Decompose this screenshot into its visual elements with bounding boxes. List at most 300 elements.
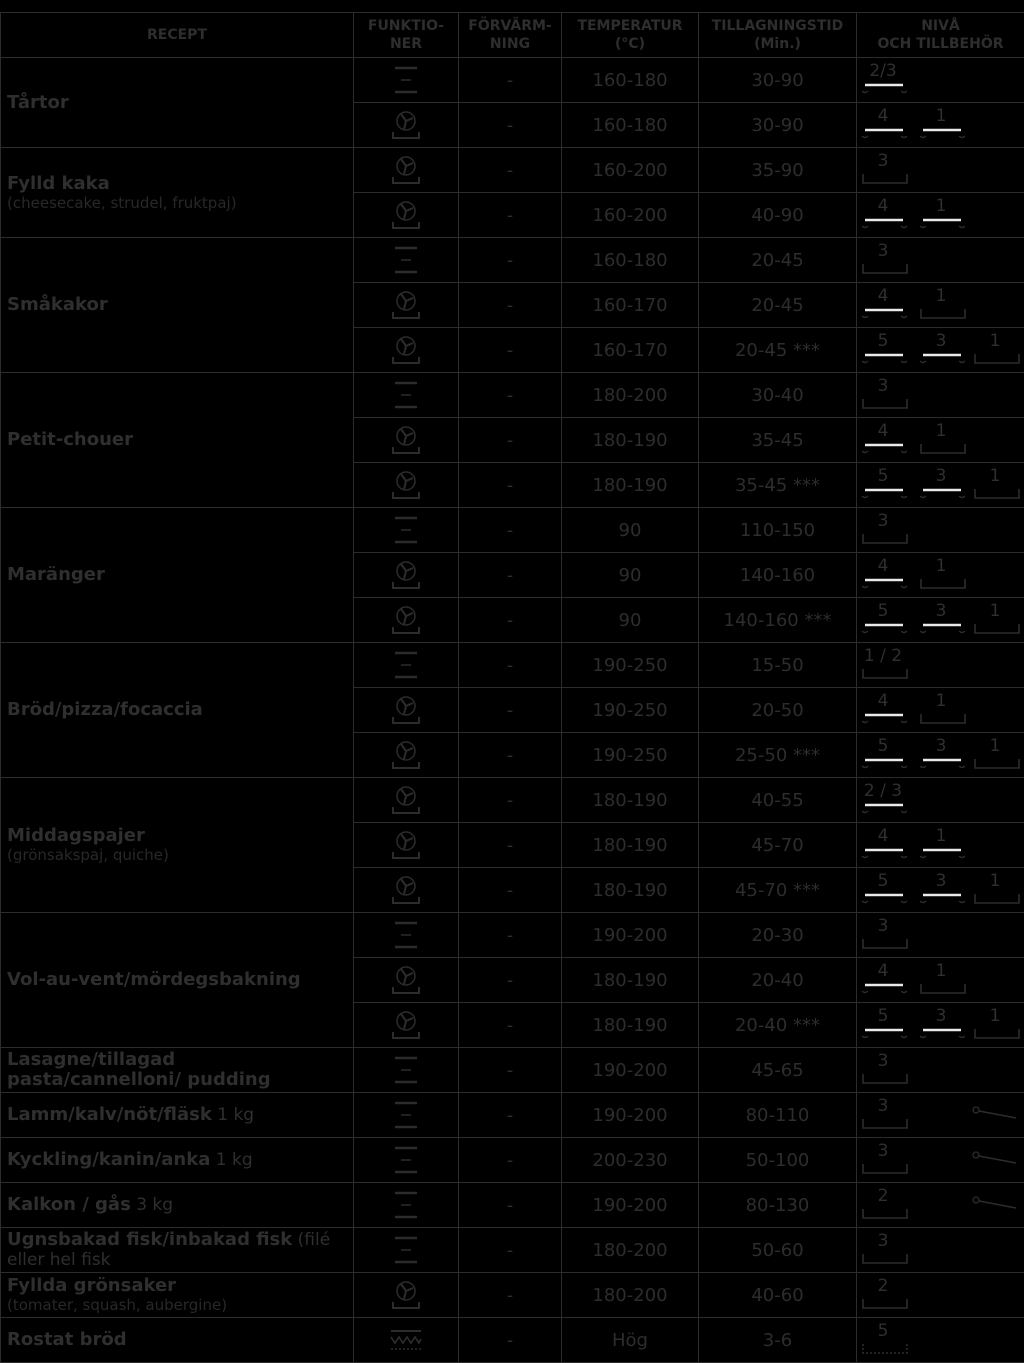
cooking-table <box>0 12 1024 1363</box>
recipe-name: Tårtor <box>7 93 353 113</box>
level-cell <box>857 553 1024 598</box>
level-cell <box>857 373 1024 418</box>
level-cell <box>857 733 1024 778</box>
level-number: 1 <box>919 422 963 440</box>
level-cell <box>857 688 1024 733</box>
level-number: 1 / 2 <box>861 647 905 665</box>
header-recipe: RECEPT <box>1 13 354 58</box>
preheat-cell: - <box>459 58 562 103</box>
recipe-cell <box>1 1183 354 1228</box>
time-cell: 35-45 <box>699 418 857 463</box>
temperature-cell: 180-190 <box>562 463 699 508</box>
level-cell <box>857 418 1024 463</box>
level-number: 5 <box>861 737 905 755</box>
temperature-cell: 190-250 <box>562 688 699 733</box>
table-row <box>1 1183 1024 1228</box>
level-number: 3 <box>919 737 963 755</box>
shelf-level <box>861 242 911 278</box>
table-row <box>1 1273 1024 1318</box>
recipe-name: Lamm/kalv/nöt/fläsk 1 kg <box>7 1105 353 1125</box>
recipe-cell <box>1 1273 354 1318</box>
function-cell <box>354 148 459 193</box>
shelf-level <box>861 152 911 188</box>
recipe-name: Rostat bröd <box>7 1330 353 1350</box>
level-cell <box>857 1093 1024 1138</box>
table-row <box>1 508 1024 553</box>
function-cell <box>354 1003 459 1048</box>
temperature-cell: 180-190 <box>562 418 699 463</box>
time-cell: 140-160 *** <box>699 598 857 643</box>
shelf-level <box>919 602 969 638</box>
shelf-level <box>861 377 911 413</box>
level-cell <box>857 1003 1024 1048</box>
preheat-cell: - <box>459 823 562 868</box>
preheat-cell: - <box>459 868 562 913</box>
shelf-level <box>919 107 969 143</box>
level-cell <box>857 643 1024 688</box>
function-cell <box>354 823 459 868</box>
level-number: 1 <box>919 197 963 215</box>
static-icon <box>354 1235 458 1265</box>
time-cell: 40-60 <box>699 1273 857 1318</box>
recipe-cell <box>1 373 354 508</box>
level-number: 5 <box>861 332 905 350</box>
recipe-cell <box>1 1228 354 1273</box>
time-cell: 35-45 *** <box>699 463 857 508</box>
shelf-level <box>973 467 1023 503</box>
function-cell <box>354 463 459 508</box>
fan-icon <box>354 468 458 502</box>
time-cell: 45-70 <box>699 823 857 868</box>
preheat-cell: - <box>459 598 562 643</box>
shelf-level <box>919 827 969 863</box>
temperature-cell: 190-200 <box>562 913 699 958</box>
preheat-cell: - <box>459 913 562 958</box>
temperature-cell: 160-200 <box>562 193 699 238</box>
preheat-cell: - <box>459 418 562 463</box>
time-cell: 35-90 <box>699 148 857 193</box>
static-icon <box>354 650 458 680</box>
temperature-cell: 160-200 <box>562 148 699 193</box>
recipe-subtitle: (grönsakspaj, quiche) <box>7 846 353 864</box>
level-number: 3 <box>861 152 905 170</box>
probe-icon <box>972 1150 1018 1169</box>
level-cell <box>857 193 1024 238</box>
temperature-cell: 180-200 <box>562 1273 699 1318</box>
function-cell <box>354 1093 459 1138</box>
shelf-level <box>919 287 969 323</box>
shelf-level <box>861 332 911 368</box>
static-icon <box>354 1190 458 1220</box>
time-cell: 25-50 *** <box>699 733 857 778</box>
fan-icon <box>354 873 458 907</box>
level-number: 3 <box>919 872 963 890</box>
table-row <box>1 1318 1024 1363</box>
shelf-level <box>973 602 1023 638</box>
level-cell <box>857 328 1024 373</box>
time-cell: 20-50 <box>699 688 857 733</box>
temperature-cell: 180-200 <box>562 1228 699 1273</box>
level-number: 1 <box>919 692 963 710</box>
shelf-level <box>919 467 969 503</box>
function-cell <box>354 913 459 958</box>
temperature-cell: 180-190 <box>562 958 699 1003</box>
level-number: 5 <box>861 602 905 620</box>
time-cell: 80-130 <box>699 1183 857 1228</box>
static-icon <box>354 1055 458 1085</box>
fan-icon <box>354 198 458 232</box>
shelf-level <box>919 332 969 368</box>
shelf-level <box>861 872 911 908</box>
level-number: 4 <box>861 107 905 125</box>
static-icon <box>354 380 458 410</box>
shelf-level <box>919 692 969 728</box>
preheat-cell: - <box>459 1318 562 1363</box>
fan-icon <box>354 693 458 727</box>
temperature-cell: Hög <box>562 1318 699 1363</box>
shelf-level <box>919 197 969 233</box>
level-cell <box>857 283 1024 328</box>
function-cell <box>354 553 459 598</box>
level-number: 1 <box>973 1007 1017 1025</box>
shelf-level <box>861 1007 911 1043</box>
level-number: 3 <box>919 332 963 350</box>
recipe-cell <box>1 643 354 778</box>
level-cell <box>857 463 1024 508</box>
level-number: 4 <box>861 557 905 575</box>
time-cell: 50-60 <box>699 1228 857 1273</box>
temperature-cell: 190-200 <box>562 1048 699 1093</box>
probe-icon <box>972 1105 1018 1124</box>
preheat-cell: - <box>459 328 562 373</box>
shelf-level <box>861 692 911 728</box>
recipe-name: Småkakor <box>7 295 353 315</box>
temperature-cell: 190-200 <box>562 1093 699 1138</box>
preheat-cell: - <box>459 463 562 508</box>
recipe-cell <box>1 58 354 148</box>
level-number: 1 <box>973 602 1017 620</box>
header-temperature: TEMPERATUR (°C) <box>562 13 699 58</box>
table-row <box>1 373 1024 418</box>
header-row <box>1 13 1024 58</box>
time-cell: 20-45 *** <box>699 328 857 373</box>
shelf-level <box>861 737 911 773</box>
level-cell <box>857 913 1024 958</box>
level-cell <box>857 598 1024 643</box>
fan-icon <box>354 333 458 367</box>
preheat-cell: - <box>459 1138 562 1183</box>
function-cell <box>354 58 459 103</box>
level-number: 4 <box>861 962 905 980</box>
recipe-weight: 1 kg <box>210 1150 252 1170</box>
preheat-cell: - <box>459 148 562 193</box>
fan-icon <box>354 288 458 322</box>
function-cell <box>354 688 459 733</box>
fan-icon <box>354 738 458 772</box>
temperature-cell: 200-230 <box>562 1138 699 1183</box>
shelf-level <box>973 332 1023 368</box>
temperature-cell: 190-250 <box>562 643 699 688</box>
shelf-level <box>861 1052 911 1088</box>
level-number: 3 <box>919 1007 963 1025</box>
function-cell <box>354 328 459 373</box>
preheat-cell: - <box>459 193 562 238</box>
recipe-weight: 3 kg <box>131 1195 173 1215</box>
recipe-name: Kalkon / gås 3 kg <box>7 1195 353 1215</box>
level-number: 3 <box>861 1232 905 1250</box>
time-cell: 30-90 <box>699 58 857 103</box>
temperature-cell: 190-200 <box>562 1183 699 1228</box>
table-row <box>1 913 1024 958</box>
function-cell <box>354 1318 459 1363</box>
function-cell <box>354 373 459 418</box>
recipe-cell <box>1 1138 354 1183</box>
level-number: 4 <box>861 692 905 710</box>
table-row <box>1 58 1024 103</box>
time-cell: 20-40 *** <box>699 1003 857 1048</box>
level-number: 5 <box>861 1007 905 1025</box>
temperature-cell: 90 <box>562 553 699 598</box>
level-number: 1 <box>973 467 1017 485</box>
recipe-cell <box>1 508 354 643</box>
shelf-level <box>861 1187 911 1223</box>
shelf-level <box>861 467 911 503</box>
preheat-cell: - <box>459 103 562 148</box>
static-icon <box>354 1145 458 1175</box>
level-cell <box>857 508 1024 553</box>
static-icon <box>354 1100 458 1130</box>
shelf-level <box>919 962 969 998</box>
shelf-level <box>861 782 911 818</box>
preheat-cell: - <box>459 643 562 688</box>
level-number: 4 <box>861 287 905 305</box>
shelf-level <box>861 1322 911 1358</box>
table-row <box>1 1048 1024 1093</box>
level-number: 1 <box>919 827 963 845</box>
time-cell: 3-6 <box>699 1318 857 1363</box>
static-icon <box>354 65 458 95</box>
level-cell <box>857 58 1024 103</box>
level-cell <box>857 1228 1024 1273</box>
fan-icon <box>354 963 458 997</box>
recipe-cell <box>1 1048 354 1093</box>
level-cell <box>857 1183 1024 1228</box>
recipe-name: Lasagne/tillagad pasta/cannelloni/ pudding <box>7 1050 353 1090</box>
shelf-level <box>919 737 969 773</box>
shelf-level <box>861 1097 911 1133</box>
fan-icon <box>354 828 458 862</box>
recipe-cell <box>1 913 354 1048</box>
level-number: 1 <box>919 287 963 305</box>
table-row <box>1 1093 1024 1138</box>
level-cell <box>857 148 1024 193</box>
preheat-cell: - <box>459 508 562 553</box>
level-number: 1 <box>973 737 1017 755</box>
time-cell: 110-150 <box>699 508 857 553</box>
time-cell: 45-70 *** <box>699 868 857 913</box>
shelf-level <box>861 512 911 548</box>
level-number: 3 <box>861 917 905 935</box>
function-cell <box>354 283 459 328</box>
level-number: 3 <box>919 467 963 485</box>
level-number: 4 <box>861 422 905 440</box>
table-row <box>1 148 1024 193</box>
recipe-name: Middagspajer <box>7 826 353 846</box>
preheat-cell: - <box>459 733 562 778</box>
level-cell <box>857 1048 1024 1093</box>
fan-icon <box>354 558 458 592</box>
time-cell: 30-90 <box>699 103 857 148</box>
level-cell <box>857 1138 1024 1183</box>
temperature-cell: 160-170 <box>562 328 699 373</box>
temperature-cell: 160-180 <box>562 103 699 148</box>
shelf-level <box>919 1007 969 1043</box>
recipe-name: Maränger <box>7 565 353 585</box>
shelf-level <box>861 287 911 323</box>
level-number: 3 <box>861 1052 905 1070</box>
fan-icon <box>354 423 458 457</box>
table-row <box>1 238 1024 283</box>
recipe-cell <box>1 1318 354 1363</box>
temperature-cell: 180-190 <box>562 823 699 868</box>
shelf-level <box>861 1232 911 1268</box>
time-cell: 20-30 <box>699 913 857 958</box>
level-number: 3 <box>919 602 963 620</box>
shelf-level <box>861 1277 911 1313</box>
time-cell: 80-110 <box>699 1093 857 1138</box>
recipe-subtitle: (tomater, squash, aubergine) <box>7 1296 353 1314</box>
function-cell <box>354 238 459 283</box>
recipe-name: Kyckling/kanin/anka 1 kg <box>7 1150 353 1170</box>
level-number: 2 <box>861 1187 905 1205</box>
level-number: 1 <box>919 557 963 575</box>
preheat-cell: - <box>459 283 562 328</box>
fan-icon <box>354 603 458 637</box>
time-cell: 20-45 <box>699 283 857 328</box>
shelf-level <box>973 872 1023 908</box>
function-cell <box>354 643 459 688</box>
recipe-weight: (filé eller hel fisk <box>7 1230 330 1270</box>
preheat-cell: - <box>459 238 562 283</box>
temperature-cell: 90 <box>562 598 699 643</box>
preheat-cell: - <box>459 373 562 418</box>
time-cell: 30-40 <box>699 373 857 418</box>
static-icon <box>354 245 458 275</box>
time-cell: 20-40 <box>699 958 857 1003</box>
preheat-cell: - <box>459 1093 562 1138</box>
function-cell <box>354 1048 459 1093</box>
function-cell <box>354 598 459 643</box>
time-cell: 40-55 <box>699 778 857 823</box>
level-cell <box>857 1318 1024 1363</box>
level-number: 1 <box>973 332 1017 350</box>
recipe-subtitle: (cheesecake, strudel, fruktpaj) <box>7 194 353 212</box>
level-number: 3 <box>861 1142 905 1160</box>
function-cell <box>354 193 459 238</box>
probe-icon <box>972 1195 1018 1214</box>
temperature-cell: 180-200 <box>562 373 699 418</box>
recipe-name: Bröd/pizza/focaccia <box>7 700 353 720</box>
time-cell: 45-65 <box>699 1048 857 1093</box>
preheat-cell: - <box>459 1048 562 1093</box>
level-number: 5 <box>861 467 905 485</box>
level-number: 1 <box>919 962 963 980</box>
header-functions: FUNKTIO- NER <box>354 13 459 58</box>
function-cell <box>354 103 459 148</box>
level-number: 3 <box>861 1097 905 1115</box>
shelf-level <box>861 557 911 593</box>
shelf-level <box>861 422 911 458</box>
shelf-level <box>861 647 911 683</box>
shelf-level <box>973 737 1023 773</box>
recipe-name: Vol-au-vent/mördegsbakning <box>7 970 353 990</box>
time-cell: 15-50 <box>699 643 857 688</box>
recipe-name: Ugnsbakad fisk/inbakad fisk (filé eller hel fisk <box>7 1230 353 1270</box>
shelf-level <box>861 62 911 98</box>
fan-icon <box>354 153 458 187</box>
recipe-cell <box>1 238 354 373</box>
level-cell <box>857 823 1024 868</box>
level-number: 4 <box>861 827 905 845</box>
recipe-name: Petit-chouer <box>7 430 353 450</box>
level-number: 3 <box>861 242 905 260</box>
temperature-cell: 180-190 <box>562 1003 699 1048</box>
level-number: 1 <box>919 107 963 125</box>
shelf-level <box>919 872 969 908</box>
shelf-level <box>861 917 911 953</box>
shelf-level <box>861 1142 911 1178</box>
time-cell: 50-100 <box>699 1138 857 1183</box>
level-number: 2 / 3 <box>861 782 905 800</box>
temperature-cell: 190-250 <box>562 733 699 778</box>
recipe-name: Fylld kaka <box>7 174 353 194</box>
preheat-cell: - <box>459 1183 562 1228</box>
header-time: TILLAGNINGSTID (Min.) <box>699 13 857 58</box>
level-cell <box>857 103 1024 148</box>
function-cell <box>354 418 459 463</box>
level-cell <box>857 958 1024 1003</box>
time-cell: 20-45 <box>699 238 857 283</box>
function-cell <box>354 1138 459 1183</box>
temperature-cell: 180-190 <box>562 778 699 823</box>
level-cell <box>857 868 1024 913</box>
recipe-weight: 1 kg <box>212 1105 254 1125</box>
function-cell <box>354 1228 459 1273</box>
temperature-cell: 160-180 <box>562 58 699 103</box>
level-number: 4 <box>861 197 905 215</box>
level-number: 1 <box>973 872 1017 890</box>
shelf-level <box>919 557 969 593</box>
fan-icon <box>354 1278 458 1312</box>
level-number: 5 <box>861 872 905 890</box>
preheat-cell: - <box>459 688 562 733</box>
level-cell <box>857 778 1024 823</box>
level-number: 3 <box>861 512 905 530</box>
function-cell <box>354 868 459 913</box>
temperature-cell: 160-170 <box>562 283 699 328</box>
temperature-cell: 180-190 <box>562 868 699 913</box>
level-number: 3 <box>861 377 905 395</box>
level-number: 2/3 <box>861 62 905 80</box>
shelf-level <box>861 197 911 233</box>
level-cell <box>857 1273 1024 1318</box>
shelf-level <box>861 827 911 863</box>
fan-icon <box>354 783 458 817</box>
preheat-cell: - <box>459 778 562 823</box>
grill-icon <box>354 1329 458 1351</box>
preheat-cell: - <box>459 1273 562 1318</box>
function-cell <box>354 958 459 1003</box>
